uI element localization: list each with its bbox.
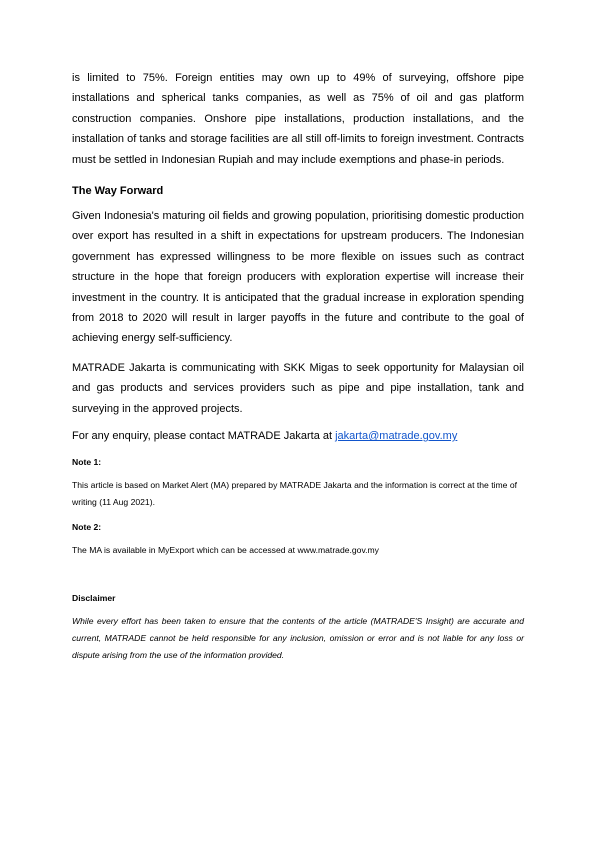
note-1-heading: Note 1:	[72, 456, 102, 467]
enquiry-text: For any enquiry, please contact MATRADE Jakarta at	[72, 430, 336, 443]
disclaimer-text: While every effort has been taken to ensure that the contents of the article (MATRADE'S Insight) are accurate and current, MATRADE cannot be held responsible for any inclusion, omission or error and is not liable for any loss or dispute arising from the use of the information provided.	[72, 615, 524, 660]
document-page	[72, 68, 524, 664]
note-2-heading: Note 2:	[72, 521, 102, 532]
enquiry-email-link[interactable]: jakarta@matrade.gov.my	[335, 430, 458, 443]
enquiry-line	[72, 426, 524, 446]
disclaimer-heading: Disclaimer	[72, 592, 116, 603]
paragraph-way-forward: Given Indonesia's maturing oil fields and growing population, prioritising domestic production over export has resulted in a shift in expectations for upstream producers. The Indonesian government has expressed willingness to be more flexible on issues such as contract structure in the hope that foreign producers with exploration expertise will increase their investment in the country. It is anticipated that the gradual increase in exploration spending from 2018 to 2020 will result in larger payoffs in the future and contribute to the goal of achieving energy self-sufficiency.	[72, 210, 524, 345]
paragraph-foreign-ownership: is limited to 75%. Foreign entities may own up to 49% of surveying, offshore pipe installations and spherical tanks companies, as well as 75% of oil and gas platform construction companies. Onshore pipe installations, production installations, and the installation of tanks and storage facilities are all still off-limits to foreign investment. Contracts must be settled in Indonesian Rupiah and may include exemptions and phase-in periods.	[72, 72, 524, 166]
section-heading-way-forward: The Way Forward	[72, 185, 164, 198]
note-1-text: This article is based on Market Alert (MA) prepared by MATRADE Jakarta and the information is correct at the time of writing (11 Aug 2021).	[72, 479, 517, 507]
note-2-text: The MA is available in MyExport which can be accessed at www.matrade.gov.my	[72, 544, 379, 555]
paragraph-matrade-jakarta: MATRADE Jakarta is communicating with SKK Migas to seek opportunity for Malaysian oil and gas products and services providers such as pipe and pipe installation, tank and surveying in the approved projects.	[72, 361, 524, 415]
